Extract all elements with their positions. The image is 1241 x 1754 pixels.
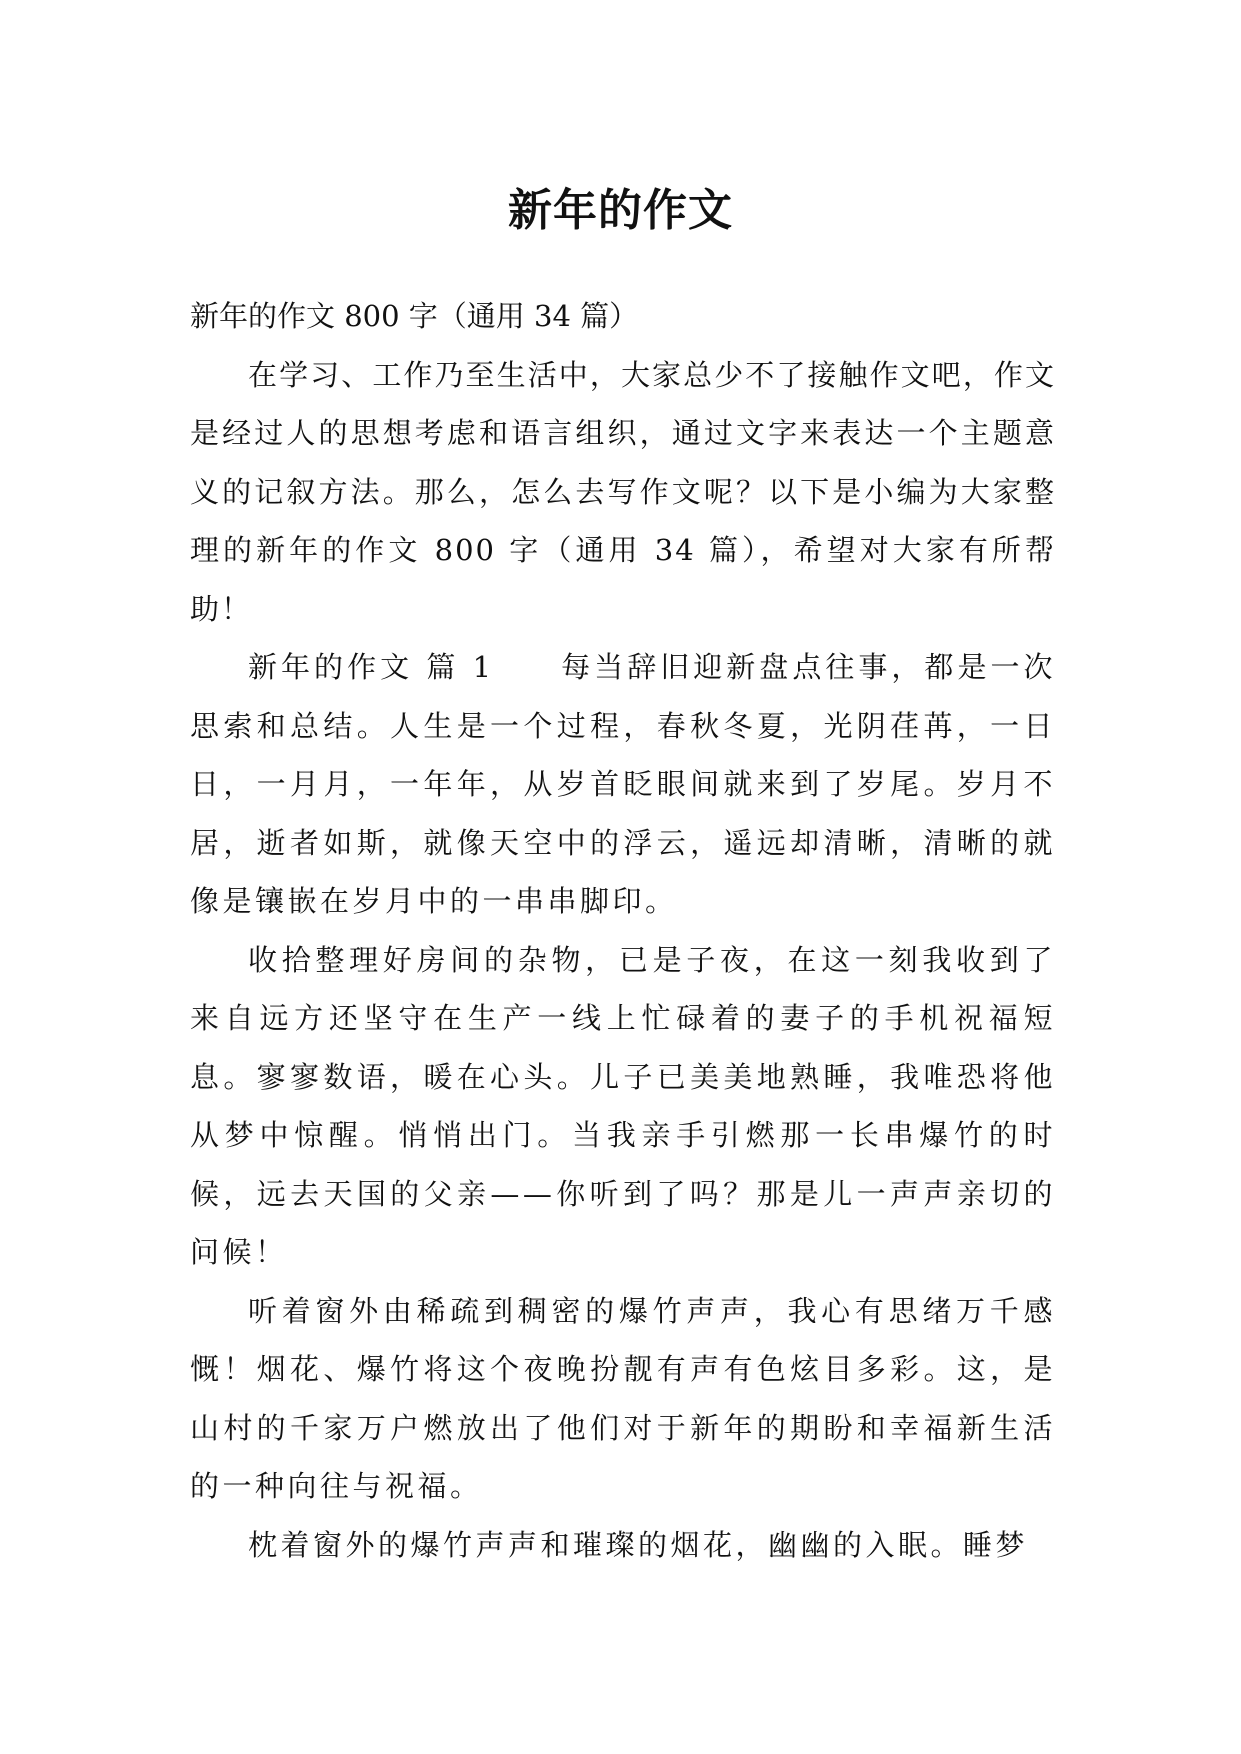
- paragraph-essay-1: 新年的作文 篇 1 每当辞旧迎新盘点往事，都是一次思索和总结。人生是一个过程，春秋冬夏，光阴荏苒，一日日，一月月，一年年，从岁首眨眼间就来到了岁尾。岁月不居，逝者如斯，就像天空中的浮云，遥远却清晰，清晰的就像是镶嵌在岁月中的一串串脚印。: [190, 650, 1056, 918]
- paragraph-midnight: 收拾整理好房间的杂物，已是子夜，在这一刻我收到了来自远方还坚守在生产一线上忙碌着的妻子的手机祝福短息。寥寥数语，暖在心头。儿子已美美地熟睡，我唯恐将他从梦中惊醒。悄悄出门。当我亲手引燃那一长串爆竹的时候，远去天国的父亲——你听到了吗？那是儿一声声亲切的问候！: [190, 942, 1056, 1269]
- paragraph-sleep: 枕着窗外的爆竹声声和璀璨的烟花，幽幽的入眠。睡梦: [248, 1527, 1029, 1562]
- document-subtitle: 新年的作文 800 字（通用 34 篇）: [190, 299, 639, 333]
- paragraph-intro: 在学习、工作乃至生活中，大家总少不了接触作文吧，作文是经过人的思想考虑和语言组织，通过文字来表达一个主题意义的记叙方法。那么，怎么去写作文呢？以下是小编为大家整理的新年的作文 800 字（通用 34 篇），希望对大家有所帮助！: [190, 357, 1056, 626]
- paragraph-firecrackers: 听着窗外由稀疏到稠密的爆竹声声，我心有思绪万千感慨！烟花、爆竹将这个夜晚扮靓有声有色炫目多彩。这，是山村的千家万户燃放出了他们对于新年的期盼和幸福新生活的一种向往与祝福。: [190, 1293, 1056, 1503]
- document-title: 新年的作文: [508, 185, 733, 237]
- document-body: [190, 287, 1056, 1574]
